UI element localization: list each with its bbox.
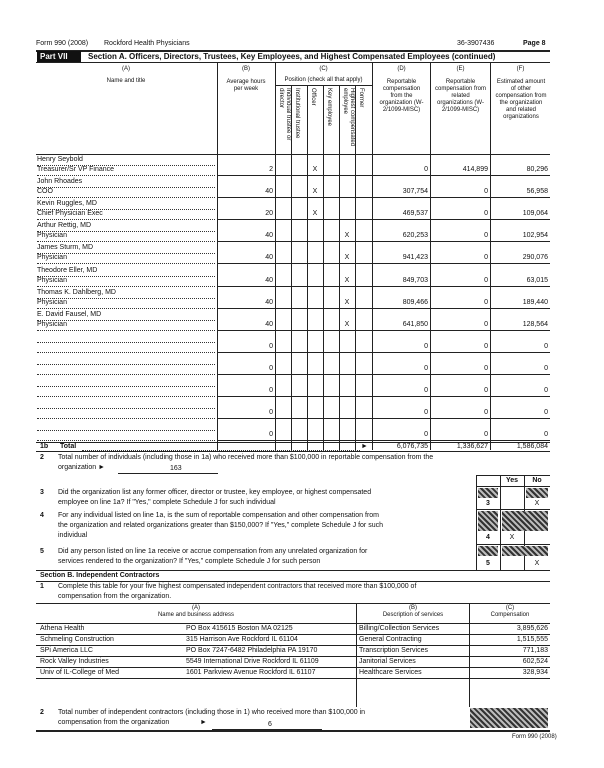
section-b-q1-text2: compensation from the organization. xyxy=(58,593,172,600)
contractor-service: Healthcare Services xyxy=(359,669,422,676)
hce-check: X xyxy=(344,321,350,328)
comp-f: 189,440 xyxy=(522,299,548,306)
part-title: Section A. Officers, Directors, Trustees, Key Employees, and Highest Compensated Employees (continued) xyxy=(88,52,496,61)
contractor-col-c-letter: (C) xyxy=(505,605,515,611)
avg-hours: 40 xyxy=(265,277,273,284)
q4-num: 4 xyxy=(40,512,44,519)
comp-d: 0 xyxy=(424,409,428,416)
comp-e: 0 xyxy=(484,232,488,239)
comp-f: 0 xyxy=(544,431,548,438)
officer-name: Theodore Eller, MD xyxy=(37,267,98,274)
comp-e: 0 xyxy=(484,387,488,394)
shaded-cell xyxy=(502,546,548,556)
comp-d: 307,754 xyxy=(402,188,428,195)
col-c-sub-3: Officer xyxy=(310,88,316,106)
total-f: 1,586,084 xyxy=(516,443,548,450)
contractor-col-b: Description of services xyxy=(382,612,444,618)
section-b-q1-text1: Complete this table for your five highest compensated independent contractors that received more than $100,000 of xyxy=(58,583,417,590)
total-arrow: ► xyxy=(361,443,368,450)
avg-hours: 2 xyxy=(269,166,273,173)
col-f-name: Estimated amount of other compensation from the organization and related organizations xyxy=(495,79,547,120)
q5-text2: services rendered to the organization? If "Yes," complete Schedule J for such person xyxy=(58,558,321,565)
q4-text2: the organization and related organizations greater than $150,000? If "Yes," complete Schedule J for such xyxy=(58,522,383,529)
contractor-comp: 602,524 xyxy=(522,658,548,665)
comp-e: 0 xyxy=(484,365,488,372)
shaded-cell xyxy=(470,708,548,728)
q3-text1: Did the organization list any former officer, director or trustee, key employee, or highest compensated xyxy=(58,489,372,496)
q4-line: 4 xyxy=(486,534,490,541)
comp-d: 469,537 xyxy=(402,210,428,217)
contractor-service: Billing/Collection Services xyxy=(359,625,440,632)
col-b-letter: (B) xyxy=(242,66,250,72)
avg-hours: 0 xyxy=(269,431,273,438)
section-b-q2-num: 2 xyxy=(40,709,44,716)
footer-form-label: Form 990 (2008) xyxy=(512,734,557,740)
officer-title: Treasurer/Sr VP Finance xyxy=(37,166,115,173)
comp-f: 56,958 xyxy=(526,188,548,195)
contractor-address: 1601 Parkview Avenue Rockford IL 61107 xyxy=(186,669,316,676)
officer-title: Chief Physician Exec xyxy=(37,210,103,217)
contractor-col-c: Compensation xyxy=(490,612,530,618)
comp-f: 63,015 xyxy=(526,277,548,284)
q2-text1: Total number of individuals (including those in 1a) who received more than $100,000 in reportable compensation from the xyxy=(58,454,434,461)
col-e-name: Reportable compensation from related organizations (W-2/1099-MISC) xyxy=(434,79,487,113)
q4-text3: individual xyxy=(58,532,88,539)
comp-f: 109,064 xyxy=(522,210,548,217)
section-b-q2-text2: compensation from the organization xyxy=(58,719,170,726)
comp-f: 0 xyxy=(544,387,548,394)
section-b-title: Section B. Independent Contractors xyxy=(40,572,160,579)
form-label: Form 990 (2008) xyxy=(36,40,89,47)
q3-answer-no[interactable]: X xyxy=(534,500,540,507)
contractor-comp: 771,183 xyxy=(522,647,548,654)
officer-title: Physician xyxy=(37,232,67,239)
contractor-name: SPi America LLC xyxy=(40,647,93,654)
contractor-service: General Contracting xyxy=(359,636,422,643)
avg-hours: 0 xyxy=(269,387,273,394)
contractor-col-b-letter: (B) xyxy=(409,605,417,611)
q5-answer-no[interactable]: X xyxy=(534,560,540,567)
col-c-sub-6: Former xyxy=(358,88,364,108)
contractor-comp: 3,895,626 xyxy=(516,625,548,632)
comp-f: 128,564 xyxy=(522,321,548,328)
officer-name: Kevin Ruggles, MD xyxy=(37,200,97,207)
comp-f: 80,296 xyxy=(526,166,548,173)
comp-e: 0 xyxy=(484,409,488,416)
q5-num: 5 xyxy=(40,548,44,555)
total-d: 6,076,735 xyxy=(396,443,428,450)
col-b-name: Average hours per week xyxy=(226,79,266,92)
officer-title: Physician xyxy=(37,321,67,328)
hce-check: X xyxy=(344,299,350,306)
col-a-name: Name and title xyxy=(106,78,146,84)
comp-e: 0 xyxy=(484,210,488,217)
contractor-col-a: Name and business address xyxy=(157,612,235,618)
col-f-letter: (F) xyxy=(516,66,525,72)
shaded-cell xyxy=(478,488,498,498)
col-a-letter: (A) xyxy=(122,66,130,72)
comp-e: 0 xyxy=(484,277,488,284)
comp-e: 414,899 xyxy=(462,166,488,173)
page-number: Page 8 xyxy=(523,40,546,47)
contractor-name: Univ of IL-College of Med xyxy=(40,669,119,676)
contractor-name: Schmeling Construction xyxy=(40,636,114,643)
section-b-q2-text1: Total number of independent contractors (including those in 1) who received more than $100,000 in xyxy=(58,709,366,716)
avg-hours: 0 xyxy=(269,409,273,416)
officer-check: X xyxy=(312,188,318,195)
comp-e: 0 xyxy=(484,299,488,306)
part-tag: Part VII xyxy=(37,51,81,62)
comp-d: 0 xyxy=(424,387,428,394)
total-label: Total xyxy=(60,443,77,450)
col-c-sub-5: Highest compensated employee xyxy=(342,88,355,147)
shaded-cell xyxy=(526,488,548,498)
q5-text1: Did any person listed on line 1a receive or accrue compensation from any unrelated organization for xyxy=(58,548,368,555)
q2-num: 2 xyxy=(40,454,44,461)
avg-hours: 20 xyxy=(265,210,273,217)
avg-hours: 0 xyxy=(269,343,273,350)
contractor-address: 5549 International Drive Rockford IL 61109 xyxy=(186,658,319,665)
contractor-name: Athena Health xyxy=(40,625,85,632)
comp-e: 0 xyxy=(484,321,488,328)
no-label: No xyxy=(532,477,542,484)
q3-text2: employee on line 1a? If "Yes," complete Schedule J for such individual xyxy=(58,499,276,506)
comp-d: 941,423 xyxy=(402,254,428,261)
officer-name: John Rhoades xyxy=(37,178,83,185)
q5-line: 5 xyxy=(486,560,490,567)
shaded-cell xyxy=(478,546,498,556)
avg-hours: 40 xyxy=(265,299,273,306)
contractor-comp: 328,934 xyxy=(522,669,548,676)
col-c-sub-4: Key employee xyxy=(326,88,332,127)
contractor-service: Transcription Services xyxy=(359,647,428,654)
contractor-address: PO Box 7247-6482 Philadelphia PA 19170 xyxy=(186,647,318,654)
col-d-letter: (D) xyxy=(397,66,406,72)
org-name: Rockford Health Physicians xyxy=(104,40,190,47)
officer-title: COO xyxy=(37,188,53,195)
shaded-cell xyxy=(502,511,548,531)
col-d-name: Reportable compensation from the organization (W-2/1099-MISC) xyxy=(379,79,424,113)
comp-f: 290,076 xyxy=(522,254,548,261)
comp-f: 0 xyxy=(544,343,548,350)
q4-answer-yes[interactable]: X xyxy=(509,534,515,541)
q4-text1: For any individual listed on line 1a, is the sum of reportable compensation and other compensation from xyxy=(58,512,380,519)
q2-value: 163 xyxy=(170,465,182,472)
comp-d: 809,466 xyxy=(402,299,428,306)
col-c-name: Position (check all that apply) xyxy=(284,77,363,83)
comp-d: 0 xyxy=(424,166,428,173)
yes-label: Yes xyxy=(505,477,519,484)
col-c-sub-2: Institutional trustee xyxy=(294,88,300,139)
comp-e: 0 xyxy=(484,188,488,195)
col-e-letter: (E) xyxy=(456,66,465,72)
comp-e: 0 xyxy=(484,343,488,350)
total-num: 1b xyxy=(40,443,49,450)
officer-title: Physician xyxy=(37,277,67,284)
officer-name: Arthur Rettig, MD xyxy=(37,222,92,229)
hce-check: X xyxy=(344,232,350,239)
col-c-sub-1: Individual trustee or director xyxy=(278,88,291,141)
shaded-cell xyxy=(478,511,498,531)
officer-title: Physician xyxy=(37,299,67,306)
comp-d: 0 xyxy=(424,365,428,372)
avg-hours: 40 xyxy=(265,254,273,261)
contractor-address: PO Box 415615 Boston MA 02125 xyxy=(186,625,293,632)
q2-text2: organization ► xyxy=(58,464,106,471)
officer-title: Physician xyxy=(37,254,67,261)
section-b-q2-value: 6 xyxy=(268,721,272,728)
comp-f: 0 xyxy=(544,409,548,416)
contractor-col-a-letter: (A) xyxy=(192,605,200,611)
section-b-q2-arrow: ► xyxy=(200,719,207,726)
avg-hours: 40 xyxy=(265,188,273,195)
contractor-address: 315 Harrison Ave Rockford IL 61104 xyxy=(186,636,298,643)
avg-hours: 40 xyxy=(265,321,273,328)
comp-f: 0 xyxy=(544,365,548,372)
officer-check: X xyxy=(312,166,318,173)
avg-hours: 0 xyxy=(269,365,273,372)
hce-check: X xyxy=(344,277,350,284)
officer-name: Thomas K. Dahlberg, MD xyxy=(37,289,116,296)
comp-e: 0 xyxy=(484,254,488,261)
officer-check: X xyxy=(312,210,318,217)
comp-d: 0 xyxy=(424,343,428,350)
avg-hours: 40 xyxy=(265,232,273,239)
comp-f: 102,954 xyxy=(522,232,548,239)
comp-d: 849,703 xyxy=(402,277,428,284)
officer-name: E. David Fausel, MD xyxy=(37,311,102,318)
contractor-comp: 1,515,555 xyxy=(516,636,548,643)
q3-num: 3 xyxy=(40,489,44,496)
hce-check: X xyxy=(344,254,350,261)
section-b-q1-num: 1 xyxy=(40,583,44,590)
comp-d: 620,253 xyxy=(402,232,428,239)
contractor-service: Janitorial Services xyxy=(359,658,416,665)
q3-line: 3 xyxy=(486,500,490,507)
comp-d: 641,850 xyxy=(402,321,428,328)
comp-d: 0 xyxy=(424,431,428,438)
comp-e: 0 xyxy=(484,431,488,438)
ein: 36-3907436 xyxy=(457,40,495,47)
officer-name: Henry Seybold xyxy=(37,156,83,163)
col-c-letter: (C) xyxy=(319,66,328,72)
officer-name: James Sturm, MD xyxy=(37,244,94,251)
contractor-name: Rock Valley Industries xyxy=(40,658,109,665)
total-e: 1,336,627 xyxy=(456,443,488,450)
